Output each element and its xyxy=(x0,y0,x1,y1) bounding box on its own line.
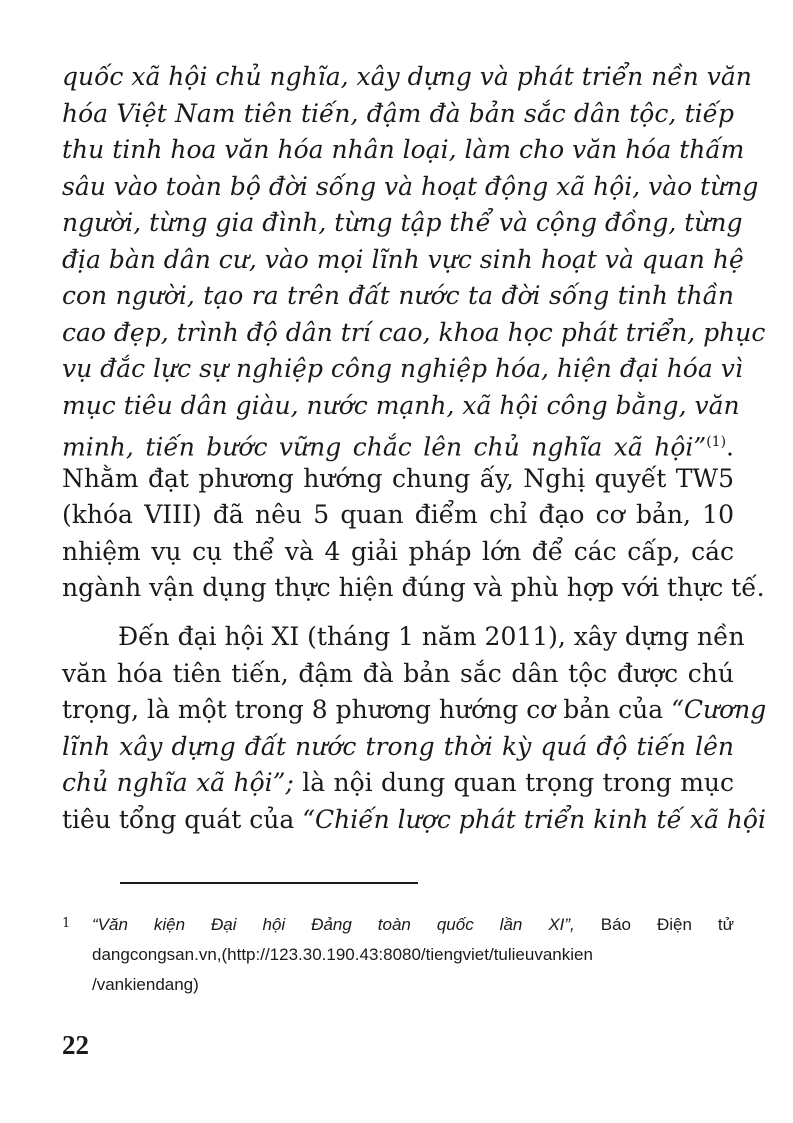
body-line-3: thu tinh hoa văn hóa nhân loại, làm cho văn hóa thấm xyxy=(62,135,745,164)
body-line-11 xyxy=(62,425,734,464)
para2-line-5-text: là nội dung quan trọng trong mục xyxy=(293,768,734,797)
para2-line-6-text: tiêu tổng quát của xyxy=(62,805,303,834)
body-line-9: vụ đắc lực sự nghiệp công nghiệp hóa, hiện đại hóa vì xyxy=(62,354,743,383)
footnote-title: “Văn kiện Đại hội Đảng toàn quốc lần XI”, xyxy=(92,915,575,934)
body-line-6: địa bàn dân cư, vào mọi lĩnh vực sinh hoạt và quan hệ xyxy=(62,245,744,274)
footnote-line-1 xyxy=(92,913,734,937)
footnote-source: Báo Điện tử xyxy=(574,915,734,934)
footnote-line-3: /vankiendang) xyxy=(92,975,199,994)
para2-line-5 xyxy=(62,766,734,800)
footnote-number: 1 xyxy=(62,916,71,931)
body-line-5: người, từng gia đình, từng tập thể và cộng đồng, từng xyxy=(62,208,743,237)
strategy-quote: “Chiến lược phát triển kinh tế xã hội xyxy=(302,805,766,834)
para2-line-6 xyxy=(62,803,766,837)
para2-line-4: lĩnh xây dựng đất nước trong thời kỳ quá độ tiến lên xyxy=(62,732,734,761)
para2-line-2: văn hóa tiên tiến, đậm đà bản sắc dân tộc được chú xyxy=(62,659,734,688)
body-line-8: cao đẹp, trình độ dân trí cao, khoa học phát triển, phục xyxy=(62,318,766,347)
footnote-line-2: dangcongsan.vn,(http://123.30.190.43:8080/tiengviet/tulieuvankien xyxy=(92,945,593,964)
page-number: 22 xyxy=(62,1030,89,1060)
body-line-10: mục tiêu dân giàu, nước mạnh, xã hội công bằng, văn xyxy=(62,391,740,420)
para2-line-1: Đến đại hội XI (tháng 1 năm 2011), xây dựng nền xyxy=(118,622,745,651)
period: . xyxy=(726,432,734,462)
footnote-ref: (1) xyxy=(706,434,727,450)
body-line-4: sâu vào toàn bộ đời sống và hoạt động xã hội, vào từng xyxy=(62,172,759,201)
para2-line-3 xyxy=(62,693,767,727)
body-line-14: nhiệm vụ cụ thể và 4 giải pháp lớn để các cấp, các xyxy=(62,537,734,566)
body-line-1: quốc xã hội chủ nghĩa, xây dựng và phát triển nền văn xyxy=(62,62,752,91)
footnote-divider xyxy=(120,882,418,884)
para2-line-3-text: trọng, là một trong 8 phương hướng cơ bản của xyxy=(62,695,672,724)
quote-end: chủ nghĩa xã hội”; xyxy=(62,768,294,797)
body-line-7: con người, tạo ra trên đất nước ta đời sống tinh thần xyxy=(62,281,734,310)
body-line-13: (khóa VIII) đã nêu 5 quan điểm chỉ đạo cơ bản, 10 xyxy=(62,500,734,529)
body-line-2: hóa Việt Nam tiên tiến, đậm đà bản sắc dân tộc, tiếp xyxy=(62,99,734,128)
quote-start: “Cương xyxy=(671,695,767,724)
body-line-15: ngành vận dụng thực hiện đúng và phù hợp với thực tế. xyxy=(62,573,765,602)
body-line-12: Nhằm đạt phương hướng chung ấy, Nghị quyết TW5 xyxy=(62,464,734,493)
quote-end-text: minh, tiến bước vững chắc lên chủ nghĩa xã hội” xyxy=(62,432,707,462)
